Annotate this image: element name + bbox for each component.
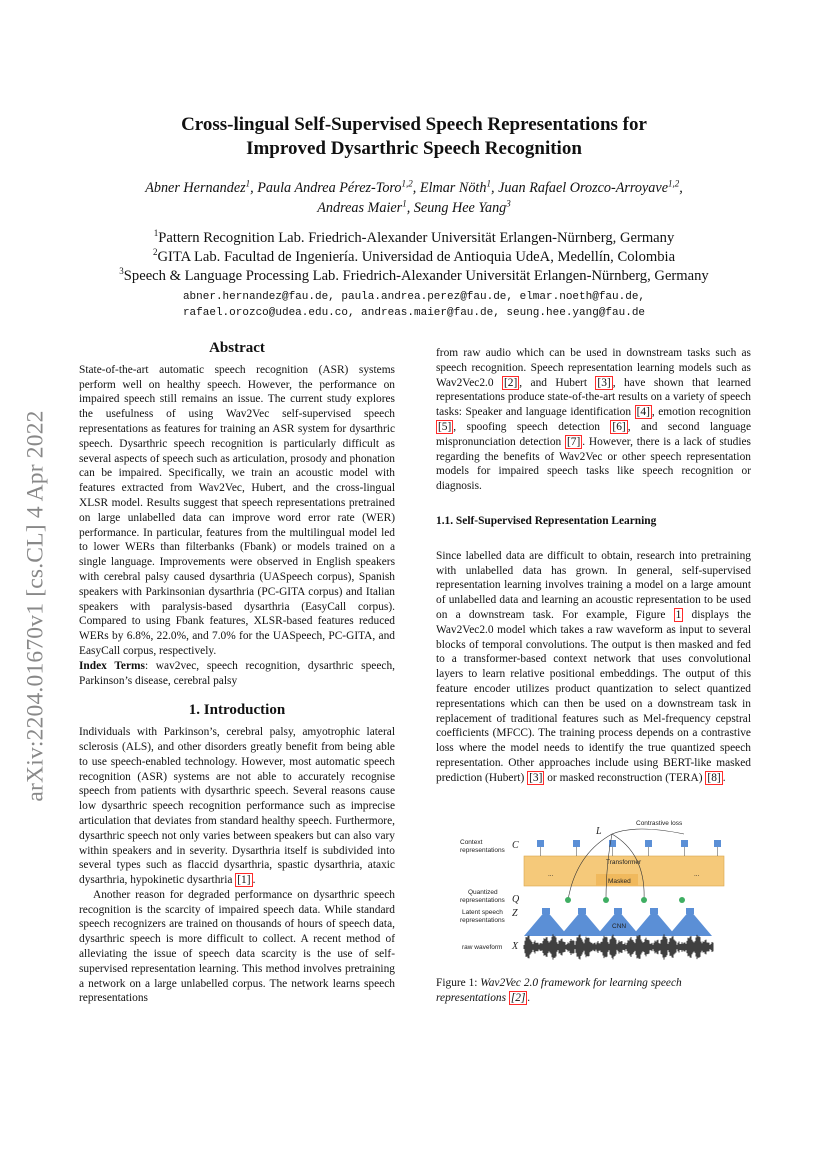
contrastive-loss-label: Contrastive loss (636, 820, 683, 827)
intro-paragraph-2-continued (436, 346, 751, 494)
author: Seung Hee Yang (413, 200, 507, 216)
loss-arc (612, 829, 684, 834)
abstract-text: State-of-the-art automatic speech recognition (ASR) systems perform well on healthy speech. However, the performance on impaired speech still remains an issue. The current study explores the usefulness of using Wav2Vec self-supervised speech representations as features for training an ASR system for dysarthric speech. Dysarthric speech recognition is particularly difficult as several aspects of speech such as articulation, prosody and phonation can be impaired. Specifically, we train an acoustic model with features extracted from Wav2Vec, Hubert, and the cross-lingual XLSR model. Results suggest that speech representations pretrained on large unlabelled data can improve word error rate (WER) performance. In particular, features from the multilingual model led to lower WERs than filterbanks (Fbank) or models trained on a single language. Improvements were observed in English speakers with cerebral palsy caused dysarthria (UASpeech corpus), Spanish speakers with Parkinsonian dysarthria (PC-GITA corpus) and Italian speakers with paralysis-based dysarthria (EasyCall corpus). Compared to using Fbank features, XLSR-based features reduced WERs by 6.8%, 22.0%, and 7.0% for the UASpeech, PC-GITA, and EasyCall corpus, respectively. (79, 363, 395, 657)
wav2vec-diagram (456, 814, 736, 964)
author: Juan Rafael Orozco-Arroyave (498, 180, 668, 196)
intro-text: , have shown that learned representations produce state-of-the-art results on a variety of speech tasks: Speaker and language identification (436, 376, 751, 419)
latent-label-line1: Latent speech (462, 909, 503, 916)
affiliation (50, 267, 778, 286)
intro-text: , and second language mispronunciation detection (436, 420, 751, 448)
quantized-node (641, 897, 647, 903)
author-list: Abner Hernandez$^1$, Paula Andrea Pérez-Toro$^{1,2}$, Elmar Nöth$^1$, Juan Rafael Orozco-Arroyave$^{1,2}$, Andreas Maier$^1$, Seung Hee Yang$^3$ (145, 178, 683, 216)
ellipsis-right: ... (694, 871, 700, 878)
loss-symbol: L (596, 826, 602, 837)
intro-paragraph-2: Another reason for degraded performance on dysarthric speech recognition is the scarcity of impaired speech data. While standard speech recognizers are trained on thousands of hours of speech data, dysarthric speech is more difficult to collect. A recent method of alleviating the issue of speech data scarcity is the use of self-supervised representation learning. This method involves pretraining a network on a large unlabelled corpus. The network learns speech representations (79, 888, 395, 1005)
affiliation-sup: 1 (153, 228, 159, 239)
caption-label: Figure 1: (436, 977, 481, 989)
context-box (645, 840, 652, 847)
waveform-symbol: X (512, 941, 519, 952)
author-sup: 1,2 (668, 178, 680, 189)
right-column (436, 346, 751, 786)
cnn-label: CNN (612, 923, 627, 930)
raw-waveform (524, 934, 713, 959)
context-box (573, 840, 580, 847)
affiliations (50, 229, 778, 286)
author-sup: 1,2 (401, 178, 413, 189)
latent-box (686, 908, 694, 914)
emails (70, 289, 758, 321)
affiliation-sup: 2 (152, 247, 158, 258)
figure-link[interactable]: 1 (675, 608, 682, 621)
index-terms-text: : wav2vec, speech recognition, dysarthric speech, Parkinson’s disease, cerebral palsy (79, 659, 395, 687)
body-text: or masked reconstruction (TERA) (544, 771, 706, 784)
citation-link[interactable]: [2] (510, 991, 526, 1004)
waveform-label: raw waveform (462, 944, 503, 951)
quantized-node (565, 897, 571, 903)
latent-box (650, 908, 658, 914)
intro-text: from raw audio which can be used in downstream tasks such as speech recognition. Speech representation learning models such as Wav2Vec2.0 (436, 347, 751, 389)
context-box (714, 840, 721, 847)
title-line-1: Cross-lingual Self-Supervised Speech Representations for (181, 114, 647, 135)
author-sup: 3 (506, 198, 511, 209)
quantized-label-line2: representations (460, 897, 505, 904)
wav2vec-figure (456, 814, 736, 964)
abstract-heading: Abstract (209, 340, 265, 356)
latent-box (542, 908, 550, 914)
affiliation-text: Speech & Language Processing Lab. Friedrich-Alexander Universität Erlangen-Nürnberg, Germany (123, 268, 709, 284)
email-line: abner.hernandez@fau.de, paula.andrea.perez@fau.de, elmar.noeth@fau.de, (182, 291, 646, 303)
intro-text: , and Hubert (519, 376, 596, 389)
quantized-symbol: Q (512, 894, 520, 905)
intro-heading: 1. Introduction (188, 702, 286, 719)
author-sup: 1 (402, 198, 407, 209)
intro-text: Individuals with Parkinson’s, cerebral palsy, amyotrophic lateral sclerosis (ALS), and other disorders greatly benefit from being able to use speech-enabled technology. However, most automatic speech recognition (ASR) systems are not able to accurately recognise speech from patients with dysarthric speech. Several reasons cause low dysarthric speech recognition performance such as imprecise articulation that deviates from standard healthy speech. Furthermore, dysarthric speech not only varies between speakers but can also vary within speakers and in severity. Dysarthria itself is subdivided into several types such as flaccid dysarthria, spastic dysarthria, ataxic dysarthria, hypokinetic dysarthria (79, 726, 395, 887)
latent-symbol: Z (512, 908, 518, 919)
citation-link[interactable]: [1] (237, 874, 251, 887)
body-text: Since labelled data are difficult to obtain, research into pretraining with unlabelled data has grown. In general, self-supervised representation learning involves training a model on a large amount of unlabelled data and learning an acoustic representation to be used on a downstream task. For example, Figure (436, 549, 751, 621)
arxiv-id: arXiv:2204.01670v1 [cs.CL] 4 Apr 2022 (22, 410, 49, 802)
author-sup: 1 (245, 178, 251, 189)
context-label-line1: Context (460, 839, 483, 846)
context-box (681, 840, 688, 847)
latent-box (614, 908, 622, 914)
author: Elmar Nöth (419, 180, 487, 196)
citation-link[interactable]: [4] (636, 406, 650, 419)
citation-link[interactable]: [2] (504, 376, 518, 389)
masked-label: Masked (608, 878, 631, 885)
context-symbol: C (512, 840, 519, 851)
citation-link[interactable]: [6] (612, 420, 626, 433)
citation-link[interactable]: [8] (707, 771, 721, 784)
paper-title (80, 113, 748, 161)
intro-text: . However, there is a lack of studies regarding the benefits of Wav2Vec or other speech representation models for impaired speech tasks like speech recognition or diagnosis. (436, 435, 751, 493)
quantized-node (603, 897, 609, 903)
quantized-node (679, 897, 685, 903)
citation-link[interactable]: [3] (597, 376, 611, 389)
citation-link[interactable]: [7] (566, 435, 581, 448)
subsection-heading: 1.1. Self-Supervised Representation Learning (436, 514, 657, 527)
author: Andreas Maier (317, 200, 403, 216)
left-column (79, 340, 395, 1006)
intro-text: . (252, 874, 256, 887)
affiliation-text: Pattern Recognition Lab. Friedrich-Alexander Universität Erlangen-Nürnberg, Germany (158, 230, 675, 246)
author: Paula Andrea Pérez-Toro (257, 180, 402, 196)
context-box (537, 840, 544, 847)
caption-end: . (527, 991, 531, 1004)
citation-link[interactable]: [5] (438, 420, 452, 433)
caption-text: Wav2Vec 2.0 framework for learning speech representations (436, 977, 682, 1004)
affiliation-text: GITA Lab. Facultad de Ingeniería. Universidad de Antioquia UdeA, Medellín, Colombia (157, 249, 676, 265)
title-line-2: Improved Dysarthric Speech Recognition (246, 138, 582, 159)
quantized-nodes (565, 897, 685, 903)
body-text: displays the Wav2Vec2.0 model which takes a raw waveform as input to several blocks of temporal convolutions. The output is then masked and fed to a transformer-based context network that uses convolutional layers to learn relative positional embeddings. The output of this feature encoder utilizes product quantization to select quantized representations which can then be used on a downstream task in replacement of traditional features such as Mel-frequency cepstral coefficients (MFCC). The training process depends on a contrastive loss where the model needs to identify the true quantized speech representation. Other approaches include using BERT-like masked prediction (Hubert) (436, 608, 751, 784)
body-text: . (722, 771, 726, 784)
affiliation (50, 229, 778, 248)
affiliation-sup: 3 (119, 266, 124, 277)
quantized-label-line1: Quantized (468, 889, 498, 896)
citation-link[interactable]: [3] (529, 771, 543, 784)
subsection-paragraph (436, 549, 751, 786)
email-line: rafael.orozco@udea.edu.co, andreas.maier@fau.de, seung.hee.yang@fau.de (182, 307, 646, 319)
intro-text: , spoofing speech detection (453, 420, 611, 433)
intro-text: , emotion recognition (651, 406, 751, 419)
intro-paragraph-1 (79, 725, 395, 888)
author-sup: 1 (486, 178, 491, 189)
affiliation (50, 248, 778, 267)
author: Abner Hernandez (145, 180, 246, 196)
index-terms-label: Index Terms (79, 659, 145, 672)
context-label-line2: representations (460, 847, 505, 854)
figure-caption (436, 976, 751, 1006)
latent-label-line2: representations (460, 917, 505, 924)
ellipsis-left: ... (548, 871, 554, 878)
latent-box (578, 908, 586, 914)
transformer-label: Transformer (606, 859, 642, 866)
arxiv-stamp (12, 372, 60, 840)
index-terms (79, 659, 395, 689)
cnn-blocks (524, 908, 712, 936)
